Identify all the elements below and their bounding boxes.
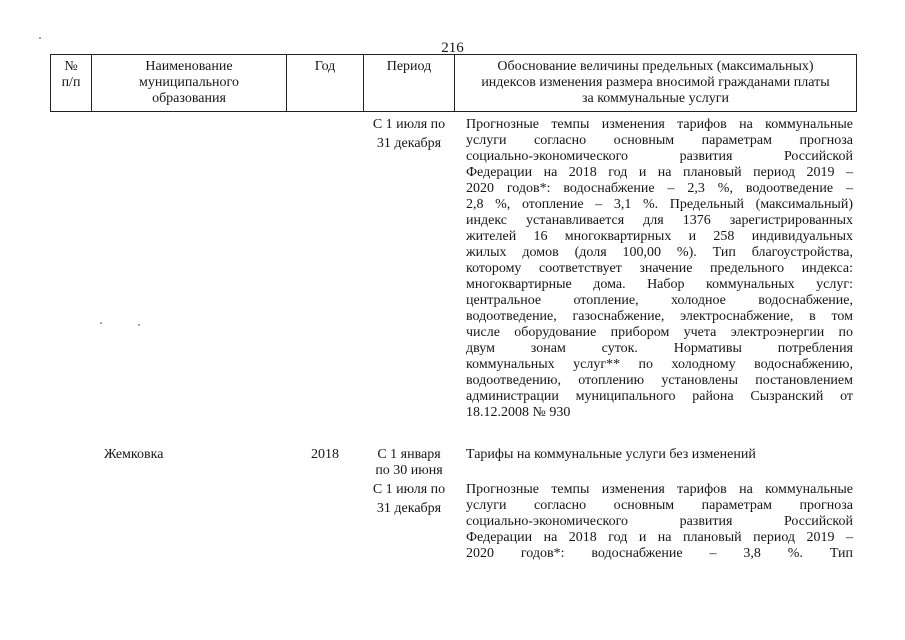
scan-speck — [39, 37, 41, 39]
scan-speck — [100, 322, 102, 324]
row2-basis: Тарифы на коммунальные услуги без изменений — [466, 447, 756, 462]
row3-period: С 1 июля по 31 декабря — [372, 482, 446, 516]
row2-period: С 1 января по 30 июня — [375, 447, 443, 478]
header-basis: Обоснование величины предельных (максимальных) индексов изменения размера вносимой гражданами платы за коммунальные услуги — [454, 54, 857, 112]
header-name: Наименование муниципального образования — [91, 54, 287, 112]
row1-basis: Прогнозные темпы изменения тарифов на коммунальные услуги согласно основным параметрам прогноза социально-экономического развития Российской Федерации на 2018 год и на плановый период 2019 – 2020 годов*: водоснабжение – 2,3 %, водоотведение – 2,8 %, отопление – 3,1 %. Предельный (максимальный) индекс устанавливается для 1376 зарегистрированных жителей 16 многоквартирных и 258 индивидуальных жилых домов (доля 100,00 %). Тип благоустройства, которому соответствует значение предельного индекса: многоквартирные дома. Набор коммунальных услуг: центральное отопление, холодное водоснабжение, водоотведение, газоснабжение, электроснабжение, в том числе оборудование прибором учета электроэнергии по двум зонам суток. Нормативы потребления коммунальных услуг** по холодному водоснабжению, водоотведению, отоплению установлены постановлением администрации муниципального района Сызранский от 18.12.2008 № 930 — [466, 117, 853, 420]
page-number: 216 — [441, 40, 464, 56]
row2-name: Жемковка — [104, 447, 164, 462]
row3-basis: Прогнозные темпы изменения тарифов на коммунальные услуги согласно основным параметрам прогноза социально-экономического развития Российской Федерации на 2018 год и на плановый период 2019 – 2020 годов*: водоснабжение – 3,8 %. Тип — [466, 482, 853, 561]
header-year: Год — [286, 54, 364, 112]
row1-period: С 1 июля по 31 декабря — [372, 117, 446, 151]
scan-speck — [138, 324, 140, 326]
header-period: Период — [363, 54, 455, 112]
header-num: № п/п — [50, 54, 92, 112]
row2-year: 2018 — [311, 447, 339, 462]
